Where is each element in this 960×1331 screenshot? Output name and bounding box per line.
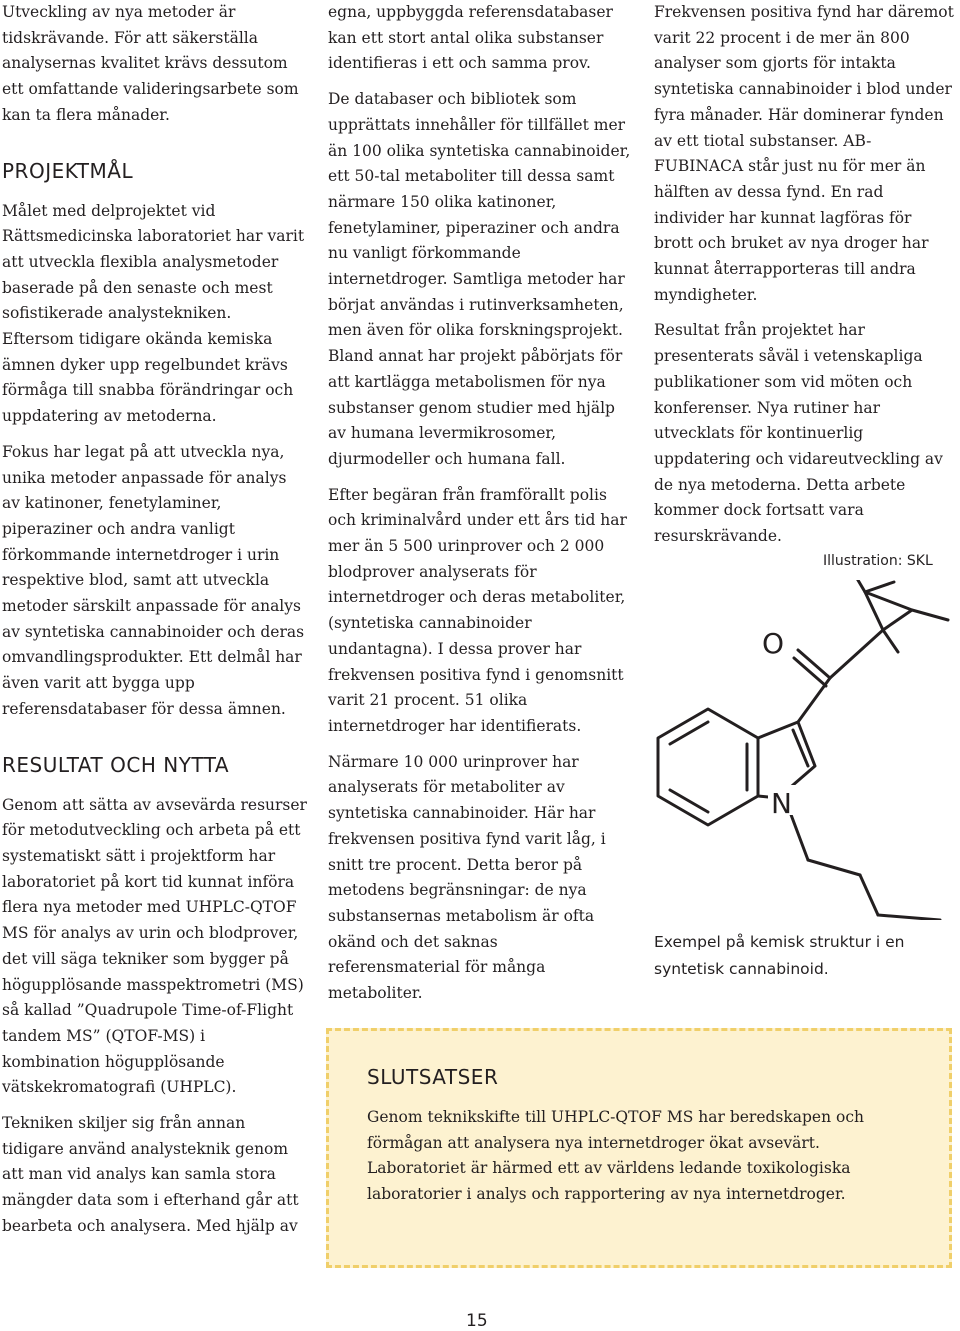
paragraph: Närmare 10 000 urinprover har analyserats för metaboliter av syntetiska cannabinoider. Här har frekvensen positiva fynd varit låg, i snitt tre procent. Detta beror på metodens begränsningar: de nya substansernas metabolism är ofta okänd och det saknas referensmaterial för många metaboliter. — [328, 752, 606, 1003]
oxygen-atom-label: O — [762, 627, 785, 660]
page-number: 15 — [466, 1311, 488, 1331]
double-bond-line — [793, 730, 808, 766]
cyclopropane-shape — [865, 592, 912, 630]
figure-caption: Exempel på kemisk struktur i en syntetisk cannabinoid. — [654, 933, 905, 978]
text-column-1 — [2, 0, 307, 1240]
bond-line — [830, 630, 883, 678]
paragraph: Resultat från projektet har presenterats såväl i vetenskapliga publikationer som vid möten och konferenser. Nya rutiner har utvecklats för kontinuerlig uppdatering och vidareutveckling av de nya metoderna. Detta arbete kommer dock fortsatt vara resurskrävande. — [654, 321, 943, 546]
paragraph: Efter begäran från framförallt polis och kriminalvård under ett års tid har mer än 5 500 urinprover och 2 000 blodprover analyserats för internetdroger och deras metaboliter, (syntetiska cannabinoider undantagna). I dessa prover har frekvensen positiva fynd i genomsnitt varit 21 procent. 51 olika internetdroger har identifierats. — [328, 485, 627, 735]
conclusion-box — [326, 1028, 952, 1268]
methyl-bond-line — [883, 630, 898, 652]
intro-paragraph: Utveckling av nya metoder är tidskrävande. För att säkerställa analysernas kvalitet krävs dessutom ett omfattande valideringsarbete som kan ta flera månader. — [2, 3, 299, 124]
paragraph: Fokus har legat på att utveckla nya, unika metoder anpassade för analys av katinoner, fenetylaminer, piperaziner och andra vanligt förkommande internetdroger i urin respektive blod, samt att utveckla metoder särskilt anpassade för analys av syntetiska cannabinoider och deras omvandlingsprodukter. Ett delmål har även varit att bygga upp referensdatabaser för dessa ämnen. — [2, 442, 305, 718]
text-column-2 — [328, 0, 633, 1007]
paragraph: egna, uppbyggda referensdatabaser kan ett stort antal olika substanser identifieras i ett och samma prov. — [328, 3, 613, 73]
alkyl-chain-line — [860, 875, 878, 915]
methyl-bond-line — [852, 580, 865, 592]
double-bond-line — [670, 722, 708, 744]
paragraph: Frekvensen positiva fynd har däremot varit 22 procent i de mer än 800 analyser som gjorts för intakta syntetiska cannabinoider i blod under fyra månader. Här dominerar fynden av ett tiotal substanser. AB-FUBINACA står just nu för mer än hälften av dessa fynd. En rad individer har kunnat lagföras för brott och bruket av nya droger har kunnat återrapporteras till andra myndigheter. — [654, 3, 954, 304]
chemical-structure-illustration — [650, 580, 955, 920]
double-bond-line — [670, 790, 708, 812]
heading-slutsatser: SLUTSATSER — [367, 1065, 499, 1089]
text-column-3 — [654, 0, 954, 550]
paragraph: De databaser och bibliotek som upprättats innehåller för tillfället mer än 100 olika syntetiska cannabinoider, ett 50-tal metaboliter till dessa samt närmare 150 olika katinoner, fenetylaminer, piperaziner och andra nu vanligt förkommande internetdroger. Samtliga metoder har börjat användas i rutinverksamheten, men även för olika forskningsprojekt. Bland annat har projekt påbörjats för att kartlägga metabolismen för nya substanser genom studier med hjälp av humana levermikrosomer, djurmodeller och humana fall. — [328, 90, 631, 468]
alkyl-chain-line — [878, 915, 940, 920]
alkyl-chain-line — [790, 812, 808, 860]
paragraph: Genom att sätta av avsevärda resurser för metodutveckling och arbeta på ett systematiskt sätt i projektform har laboratoriet på kort tid kunnat införa flera nya metoder med UHPLC-QTOF MS för analys av urin och blodprover, det vill säga tekniker som bygger på högupplösande masspektrometri (MS) så kallad ”Quadrupole Time-of-Flight tandem MS” (QTOF-MS) i kombination högupplösande vätskekromatografi (UHPLC). — [2, 795, 307, 1097]
paragraph: Tekniken skiljer sig från annan tidigare använd analysteknik genom att man vid analys kan samla stora mängder data som i efterhand går att bearbeta och analysera. Med hjälp av — [2, 1114, 299, 1235]
heading-resultat-och-nytta: RESULTAT OCH NYTTA — [2, 752, 230, 777]
conclusion-text: Genom teknikskifte till UHPLC-QTOF MS har beredskapen och förmågan att analysera nya internetdroger ökat avsevärt. Laboratoriet är härmed ett av världens ledande toxikologiska laboratorier i analys och rapportering av nya internetdroger. — [367, 1108, 865, 1204]
paragraph: Målet med delprojektet vid Rättsmedicinska laboratoriet har varit att utveckla flexibla analysmetoder baserade på den senaste och mest sofistikerade analystekniken. Eftersom tidigare okända kemiska ämnen dyker upp regelbundet krävs förmåga till snabba förändringar och uppdatering av metoderna. — [2, 201, 305, 426]
methyl-bond-line — [865, 582, 894, 592]
heading-projektmal: PROJEKTMÅL — [2, 158, 134, 183]
nitrogen-atom-label: N — [771, 787, 792, 820]
illustration-credit: Illustration: SKL — [823, 553, 933, 569]
benzene-ring-shape — [658, 709, 758, 825]
methyl-bond-line — [912, 610, 948, 620]
alkyl-chain-line — [808, 860, 860, 875]
